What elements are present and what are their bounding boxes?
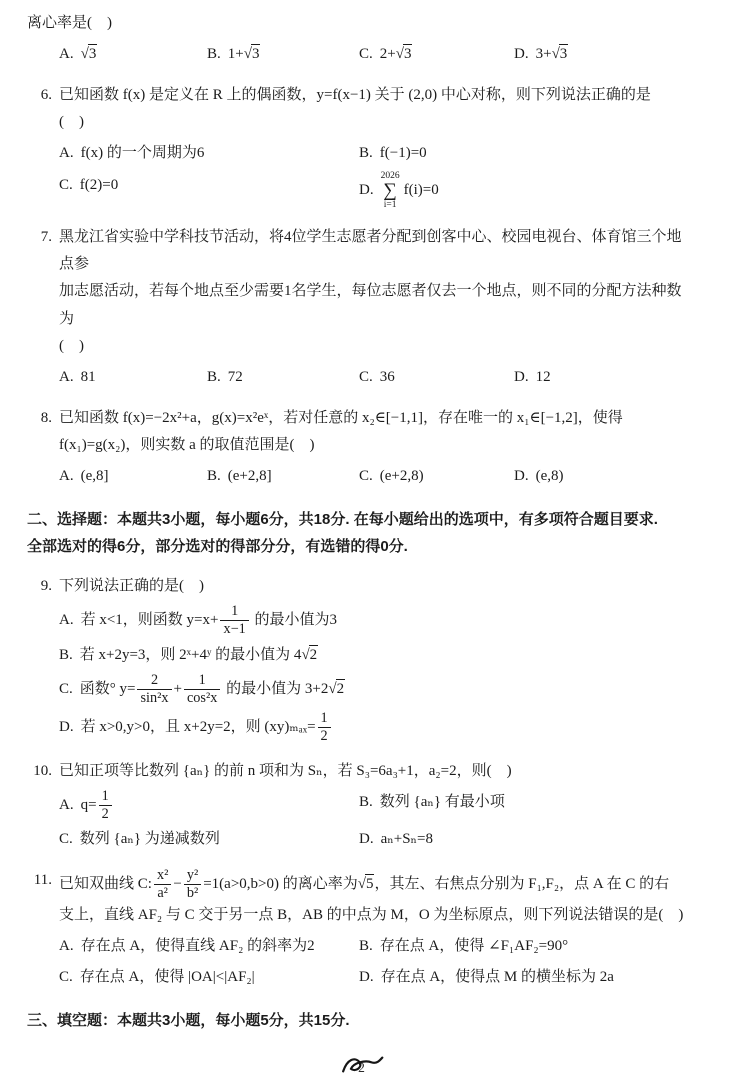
- stem-line: ( ): [59, 337, 84, 354]
- option-label: C.: [59, 831, 73, 848]
- section-header-line: 三、填空题：本题共3小题，每小题5分，共15分.: [27, 1011, 350, 1029]
- option-content: 若 x>0,y>0，且 x+2y=2，则 (xy)ₘₐₓ= $\frac{1}{2}$: [81, 719, 333, 735]
- option-label: B.: [59, 646, 73, 663]
- option-content: 81: [80, 369, 96, 386]
- option-content: 存在点 A，使得 ∠F₁AF₂=90°: [379, 937, 569, 954]
- option-c: [59, 672, 696, 707]
- option-label: A.: [59, 937, 74, 954]
- stem-line: 已知函数 f(x) 是定义在 R 上的偶函数，y=f(x−1) 关于 (2,0) 中心对称，则下列说法正确的是: [59, 86, 651, 103]
- option-label: A.: [59, 145, 74, 162]
- page-footer: [27, 1060, 696, 1077]
- option-label: A.: [59, 46, 74, 63]
- option-content: aₙ+Sₙ=8: [380, 831, 433, 848]
- option-label: A.: [59, 468, 74, 485]
- stem-line: 支上，直线 AF₂ 与 C 交于另一点 B，AB 的中点为 M，O 为坐标原点，则下列说法错误的是( ): [59, 906, 684, 923]
- option-label: D.: [59, 718, 74, 735]
- option-content: 2+√3: [379, 46, 412, 63]
- question-9: [27, 573, 696, 745]
- option-label: D.: [359, 831, 374, 848]
- option-content: √3: [80, 46, 97, 63]
- option-label: C.: [359, 369, 373, 386]
- option-d: [59, 710, 696, 745]
- question-5-options: [59, 40, 696, 69]
- option-content: f(−1)=0: [379, 145, 427, 162]
- option-b: [207, 40, 359, 69]
- option-d: [514, 40, 696, 69]
- page-number: 2: [358, 1059, 365, 1075]
- section-3-header: [27, 1007, 696, 1034]
- option-label: C.: [359, 46, 373, 63]
- question-11-options: [59, 932, 696, 992]
- option-label: B.: [359, 145, 373, 162]
- option-label: C.: [59, 176, 73, 193]
- option-a: [59, 40, 207, 69]
- stem-line: 已知双曲线 C: $\frac{\text{x²}}{\text{a²}}$ − $\frac{\text{y²}}{\text{b²}}$ =1(a>0,b>0) 的离心率为√5，其左、右焦点分别为 F₁,F₂，点 A 在 C 的右: [59, 866, 670, 901]
- option-b: [207, 363, 359, 392]
- stem-line: 加志愿活动，若每个地点至少需要1名学生，每位志愿者仅去一个地点，则不同的分配方法种数为: [59, 283, 682, 327]
- option-content: 3+√3: [535, 46, 568, 63]
- option-content: (e,8]: [80, 468, 109, 485]
- option-content: (e+2,8): [379, 468, 424, 485]
- option-d: [514, 363, 696, 392]
- option-label: D.: [514, 46, 529, 63]
- question-number: 8.: [40, 409, 52, 426]
- option-content: 存在点 A，使得点 M 的横坐标为 2a: [380, 969, 614, 986]
- question-11: [27, 867, 696, 992]
- option-content: f(x) 的一个周期为6: [80, 145, 205, 162]
- option-content: q= $\frac{1}{2}$: [81, 797, 114, 813]
- question-9-options: [59, 603, 696, 744]
- option-c: [359, 462, 514, 491]
- option-a: [59, 462, 207, 491]
- question-10-options: [59, 788, 696, 854]
- question-number: 10.: [33, 762, 52, 779]
- stem-line: 下列说法正确的是( ): [59, 577, 204, 594]
- stem-line: 已知正项等比数列 {aₙ} 的前 n 项和为 Sₙ，若 S₃=6a₃+1，a₂=2，则( ): [59, 762, 512, 779]
- question-body: [59, 224, 696, 392]
- option-content: 存在点 A，使得直线 AF₂ 的斜率为2: [80, 937, 315, 954]
- option-content: 12: [535, 369, 551, 386]
- option-d: [359, 963, 696, 992]
- option-a: [59, 603, 696, 638]
- question-body: [59, 758, 696, 854]
- question-8-options: [59, 462, 696, 491]
- option-content: 数列 {aₙ} 为递减数列: [79, 831, 220, 848]
- option-label: B.: [207, 46, 221, 63]
- question-body: [59, 82, 696, 211]
- option-d: [359, 171, 696, 211]
- stem-line: 黑龙江省实验中学科技节活动，将4位学生志愿者分配到创客中心、校园电视台、体育馆三个地点参: [59, 228, 682, 273]
- option-label: C.: [359, 468, 373, 485]
- option-label: D.: [514, 369, 529, 386]
- option-a: [59, 139, 359, 168]
- option-label: C.: [59, 681, 73, 698]
- section-header-line: 二、选择题：本题共3小题，每小题6分，共18分. 在每小题给出的选项中，有多项符合题目要求.: [27, 510, 658, 528]
- option-d: [514, 462, 696, 491]
- option-a: [59, 788, 359, 823]
- question-8: [27, 405, 696, 491]
- option-content: 存在点 A，使得 |OA|<|AF₂|: [79, 969, 255, 986]
- option-b: [359, 139, 696, 168]
- option-c: [359, 40, 514, 69]
- option-c: [59, 963, 359, 992]
- option-content: f(2)=0: [79, 176, 119, 193]
- option-a: [59, 932, 359, 961]
- question-body: [59, 867, 696, 992]
- ink-scribble-icon: [339, 1052, 387, 1082]
- option-content: 若 x+2y=3，则 2ˣ+4ʸ 的最小值为 4√2: [79, 646, 318, 663]
- option-label: A.: [59, 369, 74, 386]
- question-number: 11.: [33, 871, 52, 888]
- option-content: 若 x<1，则函数 y=x+ $\frac{1}{x-1}$ 的最小值为3: [80, 603, 338, 637]
- option-label: B.: [207, 369, 221, 386]
- stem-line: 离心率是( ): [27, 15, 112, 31]
- stem-line: f(x₁)=g(x₂)，则实数 a 的取值范围是( ): [59, 437, 315, 454]
- question-6: [27, 82, 696, 211]
- option-content: (e,8): [535, 468, 564, 485]
- option-c: [59, 171, 359, 211]
- option-label: B.: [359, 793, 373, 810]
- option-content: 函数° y= $\frac{2}{\text{sin²x}}$ + $\frac{1}{\text{cos²x}}$ 的最小值为 3+2√2: [79, 672, 345, 707]
- stem-line: ( ): [59, 114, 84, 131]
- option-label: A.: [59, 611, 74, 628]
- option-content: 2026 ∑ i=1 f(i)=0: [380, 170, 439, 210]
- question-body: [59, 405, 696, 491]
- option-b: [59, 641, 696, 670]
- question-5-tail: [27, 10, 696, 69]
- question-number: 6.: [40, 86, 52, 103]
- option-d: [359, 825, 696, 854]
- option-b: [359, 932, 696, 961]
- question-7-options: [59, 363, 696, 392]
- option-label: A.: [59, 796, 74, 813]
- option-b: [207, 462, 359, 491]
- question-number: 7.: [40, 228, 52, 245]
- option-content: (e+2,8]: [227, 468, 272, 485]
- option-label: D.: [514, 468, 529, 485]
- question-body: [59, 573, 696, 745]
- option-content: 1+√3: [227, 46, 260, 63]
- question-7: [27, 224, 696, 392]
- option-c: [59, 825, 359, 854]
- question-10: [27, 758, 696, 854]
- section-2-header: [27, 506, 696, 560]
- option-a: [59, 363, 207, 392]
- option-content: 72: [227, 369, 243, 386]
- stem-line: 已知函数 f(x)=−2x²+a，g(x)=x²eˣ，若对任意的 x₂∈[−1,1]，存在唯一的 x₁∈[−1,2]，使得: [59, 409, 623, 426]
- question-number: 9.: [40, 577, 52, 594]
- option-content: 36: [379, 369, 395, 386]
- option-label: C.: [59, 969, 73, 986]
- option-label: B.: [207, 468, 221, 485]
- section-header-line: 全部选对的得6分，部分选对的得部分分，有选错的得0分.: [27, 537, 408, 555]
- option-content: 数列 {aₙ} 有最小项: [379, 793, 505, 810]
- option-label: D.: [359, 969, 374, 986]
- question-6-options: [59, 139, 696, 210]
- option-b: [359, 788, 696, 823]
- option-label: D.: [359, 182, 374, 199]
- option-c: [359, 363, 514, 392]
- option-label: B.: [359, 937, 373, 954]
